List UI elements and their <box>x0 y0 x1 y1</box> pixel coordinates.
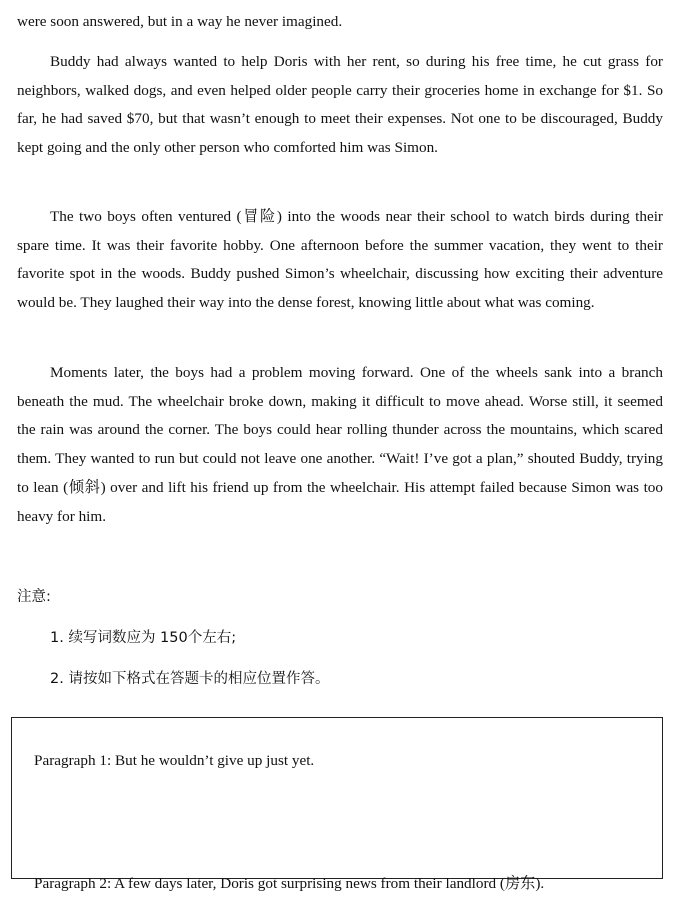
passage-paragraph-wheelchair: Moments later, the boys had a problem moving forward. One of the wheels sank into a branch beneath the mud. The wheelchair broke down, making it difficult to move ahead. Worse still, it seemed the rain was around the corner. The boys could hear rolling thunder across the mountains, which scared them. They wanted to run but could not leave one another. “Wait! I’ve got a plan,” shouted Buddy, trying to lean (倾斜) over and lift his friend up from the wheelchair. His attempt failed because Simon was too heavy for him. <box>17 364 663 525</box>
paragraph-1-prompt: Paragraph 1: But he wouldn’t give up just yet. <box>34 752 315 769</box>
notes-title: 注意: <box>17 589 51 605</box>
note-item-format: 2. 请按如下格式在答题卡的相应位置作答。 <box>50 671 330 687</box>
answer-box <box>11 717 663 879</box>
note-item-word-count: 1. 续写词数应为 150个左右; <box>50 630 237 646</box>
paragraph-2-prompt: Paragraph 2: A few days later, Doris got surprising news from their landlord (房东). <box>34 875 545 892</box>
passage-paragraph-rent: Buddy had always wanted to help Doris with her rent, so during his free time, he cut grass for neighbors, walked dogs, and even helped older people carry their groceries home in exchange for $1. So far, he had saved $70, but that wasn’t enough to meet their expenses. Not one to be discouraged, Buddy kept going and the only other person who comforted him was Simon. <box>17 53 663 157</box>
passage-paragraph-fragment: were soon answered, but in a way he never imagined. <box>17 13 343 30</box>
passage-paragraph-woods: The two boys often ventured (冒险) into the woods near their school to watch birds during their spare time. It was their favorite hobby. One afternoon before the summer vacation, they went to their favorite spot in the woods. Buddy pushed Simon’s wheelchair, discussing how exciting their adventure would be. They laughed their way into the dense forest, knowing little about what was coming. <box>17 208 663 312</box>
